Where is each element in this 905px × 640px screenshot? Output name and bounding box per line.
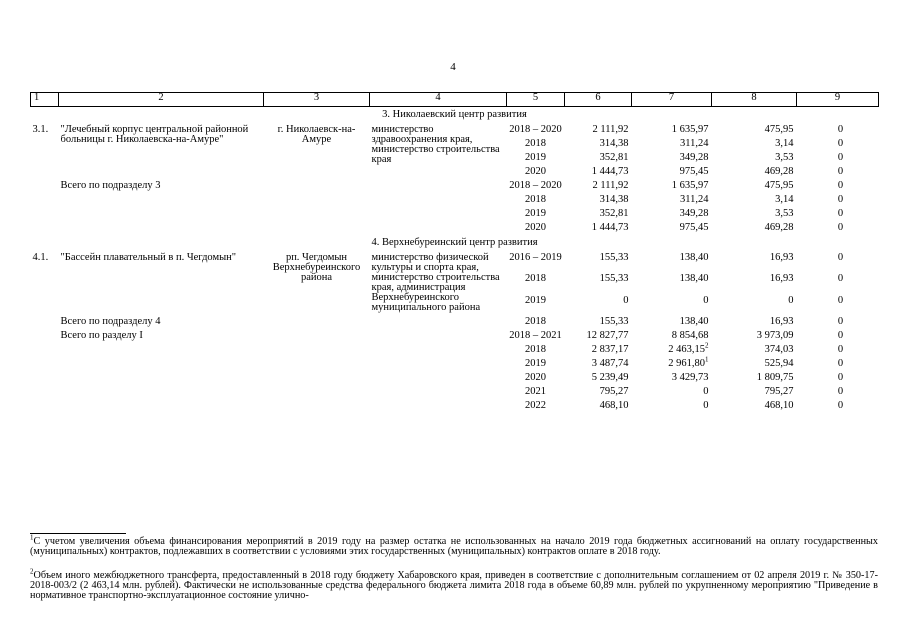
footnote-1 xyxy=(30,533,878,557)
col-num: 5 xyxy=(507,93,565,107)
footnote-text: С учетом увеличения объема финансирования мероприятий в 2019 году на размер остатка не использованных на начало 2019 года бюджетных ассигнований на оплату государственных (муниципальных) контрактов, подлежавших в соответствии с условиями этих государственных (муниципальных) контрактов оплате в 2018 году. xyxy=(30,536,878,557)
value-regional: 374,03 xyxy=(764,344,794,355)
value-federal xyxy=(632,179,712,193)
year-cell: 2016 – 2019 xyxy=(509,252,562,263)
value-total: 2 111,92 xyxy=(592,180,629,191)
footnote-2 xyxy=(30,567,878,601)
table-row xyxy=(31,251,879,272)
col-num: 7 xyxy=(632,93,712,107)
value-federal xyxy=(632,329,712,343)
value-regional: 3,53 xyxy=(775,208,794,219)
value-text: 138,40 xyxy=(679,252,709,263)
footnote-separator xyxy=(30,533,126,534)
value-text: 8 854,68 xyxy=(671,330,709,341)
year-cell: 2018 xyxy=(525,273,546,285)
value-federal xyxy=(632,165,712,179)
value-regional: 3,53 xyxy=(775,152,794,163)
value-text: 3 429,73 xyxy=(671,372,709,383)
value-text: 0 xyxy=(703,386,709,397)
value-federal xyxy=(632,207,712,221)
value-total: 314,38 xyxy=(599,138,629,149)
value-federal xyxy=(632,371,712,385)
value-federal xyxy=(632,399,712,413)
value-text: 975,45 xyxy=(679,166,709,177)
empty-cell xyxy=(31,179,59,235)
value-total: 352,81 xyxy=(599,208,629,219)
year-cell: 2018 – 2020 xyxy=(509,124,562,135)
empty-cell xyxy=(264,315,370,329)
value-other: 0 xyxy=(837,124,844,135)
year-cell: 2018 – 2020 xyxy=(509,180,562,191)
value-total: 12 827,77 xyxy=(586,330,629,341)
empty-cell xyxy=(264,329,370,413)
value-text: 349,28 xyxy=(679,152,709,163)
value-text: 0 xyxy=(703,400,709,411)
value-total: 2 837,17 xyxy=(591,344,629,355)
value-other: 0 xyxy=(837,294,844,306)
value-federal xyxy=(632,294,712,315)
value-regional: 468,10 xyxy=(764,400,794,411)
value-regional: 16,93 xyxy=(769,316,794,327)
footnote-ref: 2 xyxy=(705,341,709,350)
value-federal xyxy=(632,315,712,329)
year-cell: 2018 xyxy=(525,138,546,149)
value-other: 0 xyxy=(837,252,844,263)
value-federal xyxy=(632,251,712,272)
total-label: Всего по подразделу 3 xyxy=(60,180,161,191)
table-row xyxy=(31,123,879,137)
section-title: 4. Верхнебуреинский центр развития xyxy=(371,237,538,248)
value-federal xyxy=(632,123,712,137)
empty-cell xyxy=(370,329,507,413)
value-total: 155,33 xyxy=(599,316,629,327)
col-num: 3 xyxy=(264,93,370,107)
item-number: 4.1. xyxy=(32,252,49,263)
value-regional: 1 809,75 xyxy=(756,372,794,383)
item-location: рп. Чегдомын Верхнебуреинского района xyxy=(272,252,361,283)
empty-cell xyxy=(31,329,59,413)
year-cell: 2019 xyxy=(525,294,546,306)
value-regional: 3 973,09 xyxy=(756,330,794,341)
year-cell: 2018 – 2021 xyxy=(509,330,562,341)
year-cell: 2022 xyxy=(525,400,546,411)
value-other: 0 xyxy=(837,208,844,219)
value-text: 138,40 xyxy=(679,273,709,285)
value-regional: 0 xyxy=(788,294,794,306)
value-total: 352,81 xyxy=(599,152,629,163)
item-name: "Лечебный корпус центральной районной больницы г. Николаевска-на-Амуре" xyxy=(60,124,249,145)
year-cell: 2020 xyxy=(525,166,546,177)
col-num: 2 xyxy=(59,93,264,107)
total-label: Всего по подразделу 4 xyxy=(60,316,161,327)
value-text: 2 463,15 xyxy=(668,344,705,355)
value-total: 155,33 xyxy=(599,252,629,263)
value-regional: 475,95 xyxy=(764,180,794,191)
footnote-mark: 1 xyxy=(30,533,34,542)
financing-table xyxy=(30,92,879,413)
value-regional: 16,93 xyxy=(769,273,794,285)
page-number: 4 xyxy=(450,61,456,73)
column-number-row xyxy=(31,93,879,107)
value-other: 0 xyxy=(837,358,844,369)
col-num: 9 xyxy=(797,93,879,107)
value-text: 311,24 xyxy=(680,138,709,149)
year-cell: 2019 xyxy=(525,358,546,369)
section-title: 3. Николаевский центр развития xyxy=(382,109,527,120)
col-num: 1 xyxy=(31,93,59,107)
value-total: 155,33 xyxy=(599,273,629,285)
value-total: 5 239,49 xyxy=(591,372,629,383)
value-regional: 525,94 xyxy=(764,358,794,369)
value-other: 0 xyxy=(837,316,844,327)
value-federal xyxy=(632,272,712,293)
value-regional: 16,93 xyxy=(769,252,794,263)
table-row xyxy=(31,179,879,193)
value-regional: 475,95 xyxy=(764,124,794,135)
item-name: "Бассейн плавательный в п. Чегдомын" xyxy=(60,252,237,263)
col-num: 8 xyxy=(712,93,797,107)
table-row xyxy=(31,315,879,329)
value-total: 0 xyxy=(623,294,629,306)
item-location: г. Николаевск-на-Амуре xyxy=(277,124,356,145)
value-other: 0 xyxy=(837,344,844,355)
value-other: 0 xyxy=(837,386,844,397)
value-federal xyxy=(632,221,712,235)
year-cell: 2019 xyxy=(525,208,546,219)
item-number: 3.1. xyxy=(32,124,49,135)
year-cell: 2018 xyxy=(525,344,546,355)
footnote-mark: 2 xyxy=(30,567,34,576)
section-heading-row xyxy=(31,235,879,251)
value-regional: 795,27 xyxy=(764,386,794,397)
value-other: 0 xyxy=(837,152,844,163)
value-regional: 469,28 xyxy=(764,222,794,233)
value-other: 0 xyxy=(837,273,844,285)
value-total: 2 111,92 xyxy=(592,124,629,135)
value-other: 0 xyxy=(837,194,844,205)
year-cell: 2020 xyxy=(525,222,546,233)
footnote-ref: 1 xyxy=(705,355,709,364)
value-federal xyxy=(632,137,712,151)
empty-cell xyxy=(264,179,370,235)
year-cell: 2021 xyxy=(525,386,546,397)
value-federal xyxy=(632,357,712,371)
value-federal xyxy=(632,151,712,165)
value-text: 349,28 xyxy=(679,208,709,219)
value-other: 0 xyxy=(837,138,844,149)
value-other: 0 xyxy=(837,372,844,383)
empty-cell xyxy=(31,315,59,329)
item-agency: министерство физической культуры и спорта края, министерство строительства края, администрация Верхнебуреинского муниципального района xyxy=(371,252,500,313)
value-other: 0 xyxy=(837,222,844,233)
value-total: 1 444,73 xyxy=(591,222,629,233)
empty-cell xyxy=(370,315,507,329)
value-other: 0 xyxy=(837,166,844,177)
value-text: 138,40 xyxy=(679,316,709,327)
value-regional: 3,14 xyxy=(775,194,794,205)
value-total: 1 444,73 xyxy=(591,166,629,177)
value-text: 975,45 xyxy=(679,222,709,233)
value-total: 3 487,74 xyxy=(591,358,629,369)
value-federal xyxy=(632,385,712,399)
value-federal xyxy=(632,343,712,357)
value-text: 2 961,80 xyxy=(668,358,705,369)
value-federal xyxy=(632,193,712,207)
year-cell: 2020 xyxy=(525,372,546,383)
value-total: 468,10 xyxy=(599,400,629,411)
value-text: 311,24 xyxy=(680,194,709,205)
value-text: 1 635,97 xyxy=(671,124,709,135)
footnote-text: Объем иного межбюджетного трансферта, предоставленный в 2018 году бюджету Хабаровского края, приведен в соответствие с дополнительным соглашением от 02 апреля 2019 г. № 350-17-2018-003/2 (2 463,14 млн. рублей). Фактически не использованные средства федерального бюджета лимита 2018 года в объеме 60,89 млн. рублей по укрупненному мероприятию "Приведение в нормативное транспортно-эксплуатационное состояние улично- xyxy=(30,570,878,601)
value-text: 0 xyxy=(703,294,709,306)
value-other: 0 xyxy=(837,400,844,411)
value-other: 0 xyxy=(837,180,844,191)
year-cell: 2018 xyxy=(525,316,546,327)
item-agency: министерство здравоохранения края, министерство строительства края xyxy=(371,124,500,165)
value-total: 795,27 xyxy=(599,386,629,397)
col-num: 4 xyxy=(370,93,507,107)
value-text: 1 635,97 xyxy=(671,180,709,191)
year-cell: 2019 xyxy=(525,152,546,163)
value-total: 314,38 xyxy=(599,194,629,205)
total-label: Всего по разделу I xyxy=(60,330,143,341)
value-other: 0 xyxy=(837,330,844,341)
section-heading-row xyxy=(31,107,879,124)
table-row xyxy=(31,329,879,343)
value-regional: 469,28 xyxy=(764,166,794,177)
year-cell: 2018 xyxy=(525,194,546,205)
empty-cell xyxy=(370,179,507,235)
col-num: 6 xyxy=(565,93,632,107)
value-regional: 3,14 xyxy=(775,138,794,149)
